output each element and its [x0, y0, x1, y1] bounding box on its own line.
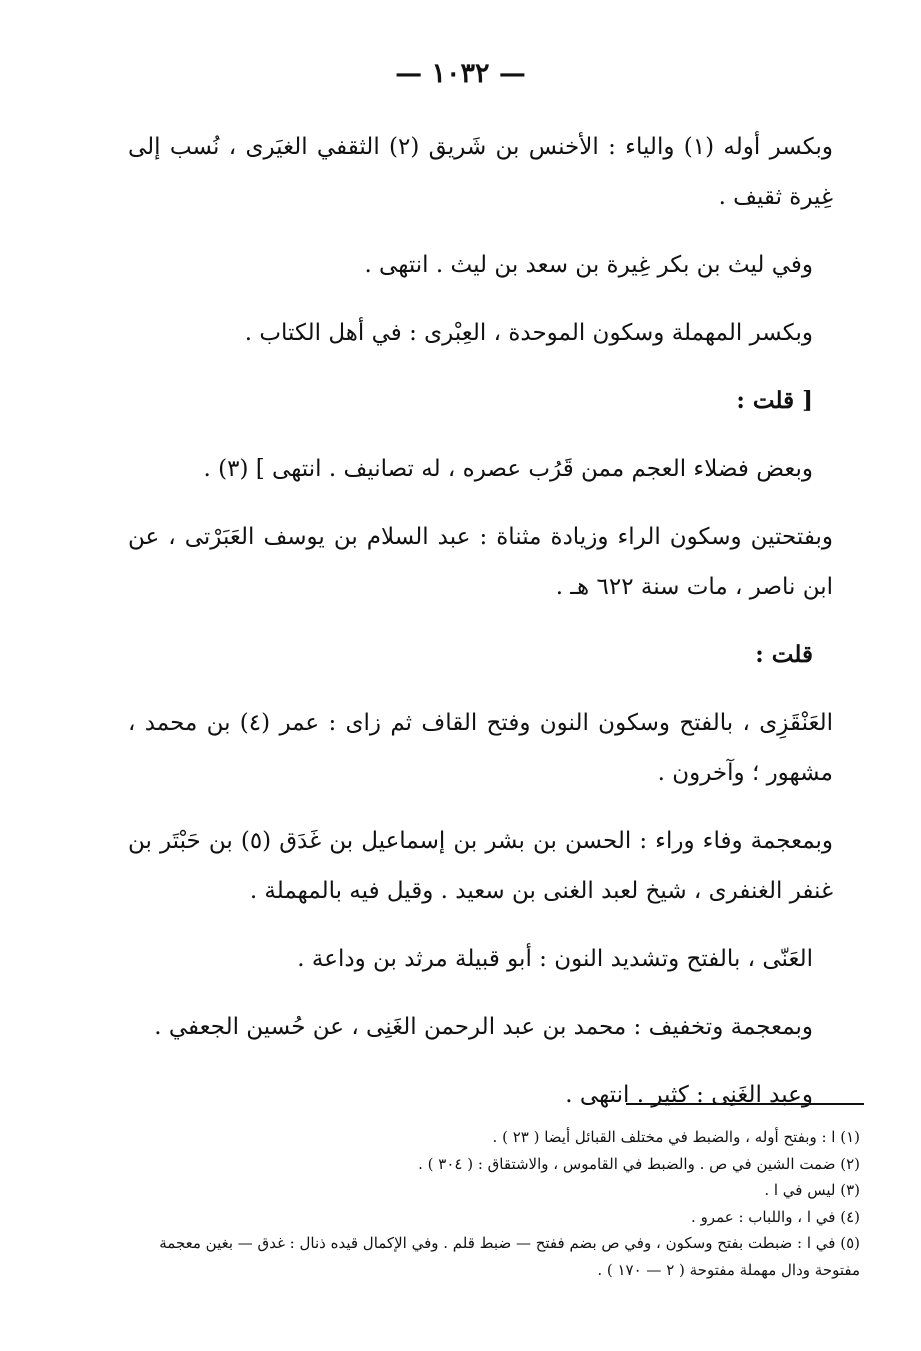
paragraph: قلت : — [755, 641, 813, 668]
paragraph: وعبد الغَنِى : كثير . انتهى . — [565, 1082, 813, 1108]
paragraph: وبمعجمة وتخفيف : محمد بن عبد الرحمن الغَنِى ، عن حُسين الجعفي . — [154, 1014, 813, 1040]
paragraph: وبكسر المهملة وسكون الموحدة ، العِبْرى : في أهل الكتاب . — [244, 320, 813, 346]
footnote: (٤) في ا ، واللباب : عمرو . — [691, 1207, 860, 1226]
footnote: (٢) ضمت الشين في ص . والضبط في القاموس ، والاشتقاق : ( ٣٠٤ ) . — [418, 1154, 860, 1173]
page-number: — ١٠٣٢ — — [395, 58, 526, 89]
paragraph: العَنّى ، بالفتح وتشديد النون : أبو قبيلة مرثد بن وداعة . — [297, 946, 813, 972]
footnote: (١) ا : وبفتح أوله ، والضبط في مختلف القبائل أيضا ( ٢٣ ) . — [492, 1128, 860, 1146]
paragraph: وبمعجمة وفاء وراء : الحسن بن بشر بن إسماعيل بن غَدَق (٥) بن حَبْتَر بن غنفر الغنفرى ، شيخ لعبد الغنى بن سعيد . وقيل فيه بالمهملة . — [128, 828, 834, 904]
footnote: (٣) ليس في ا . — [764, 1181, 860, 1199]
paragraph: وفي ليث بن بكر غِيرة بن سعد بن ليث . انتهى . — [364, 252, 813, 278]
paragraph: وبفتحتين وسكون الراء وزيادة مثناة : عبد السلام بن يوسف العَبَرْتى ، عن ابن ناصر ، مات سنة ٦٢٢ هـ . — [128, 524, 833, 600]
paragraph: وبكسر أوله (١) والياء : الأخنس بن شَريق (٢) الثقفي الغيَرى ، نُسب إلى غِيرة ثقيف . — [128, 134, 833, 210]
footnote-divider — [626, 1103, 864, 1105]
footnote: (٥) في ا : ضبطت بفتح وسكون ، وفي ص بضم ففتح — ضبط قلم . وفي الإكمال قيده ذنال : غدق — بغين معجمة مفتوحة ودال مهملة مفتوحة ( ٢ — ١٧٠ ) . — [159, 1234, 860, 1279]
paragraph: [ قلت : — [736, 387, 813, 414]
footnotes — [140, 1124, 860, 1283]
paragraph: وبعض فضلاء العجم ممن قَرُب عصره ، له تصانيف . انتهى ] (٣) . — [203, 456, 813, 482]
paragraph: العَنْقَزِى ، بالفتح وسكون النون وفتح القاف ثم زاى : عمر (٤) بن محمد ، مشهور ؛ وآخرون . — [128, 710, 834, 786]
main-text — [128, 122, 833, 1138]
